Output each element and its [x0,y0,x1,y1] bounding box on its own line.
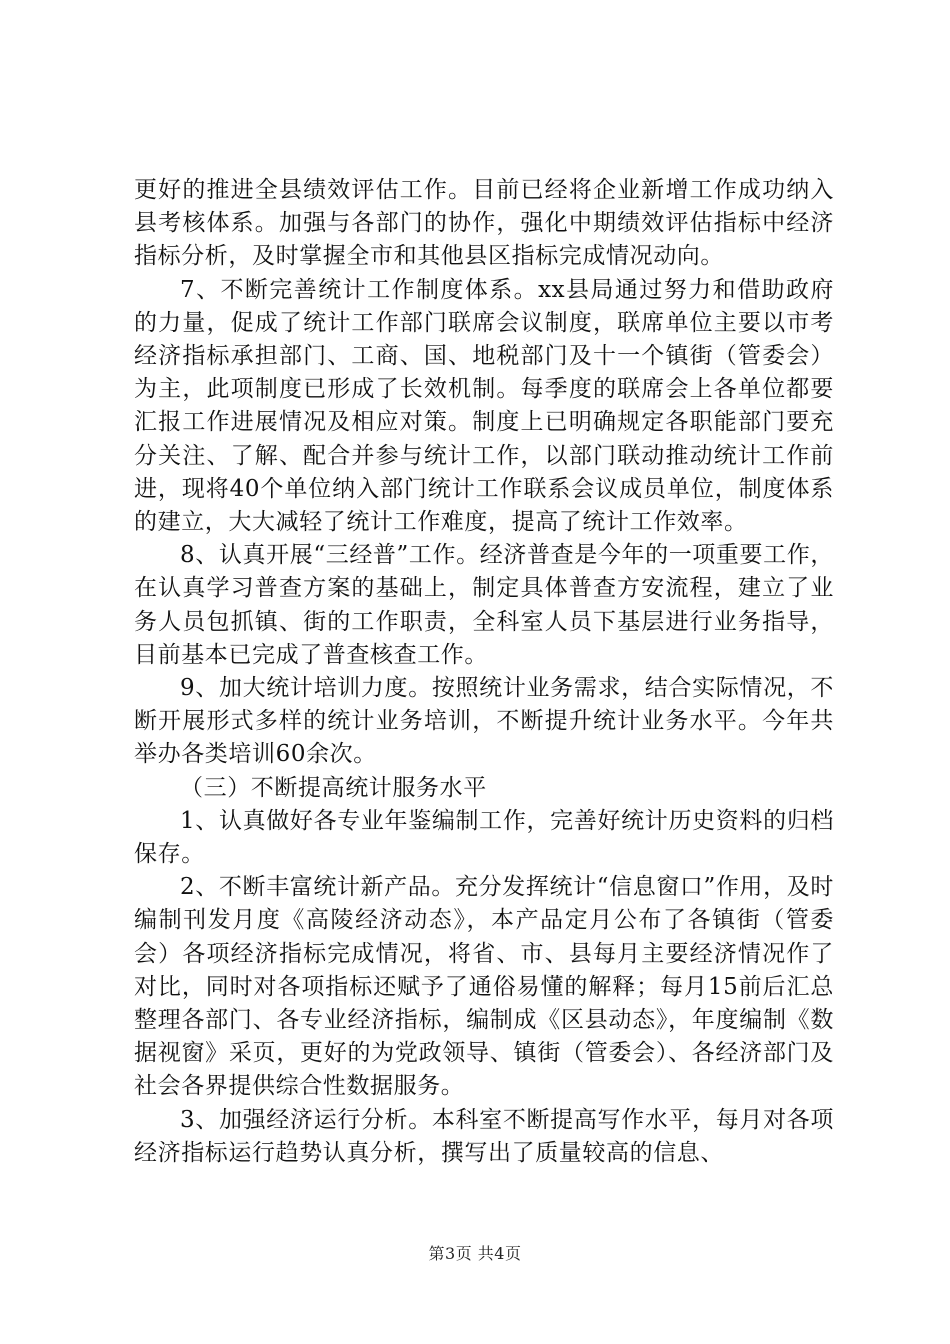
paragraph-item-2: 2、不断丰富统计新产品。充分发挥统计“信息窗口”作用，及时编制刊发月度《高陵经济动态》，本产品定月公布了各镇街（管委会）各项经济指标完成情况，将省、市、县每月主要经济情况作了对比，同时对各项指标还赋予了通俗易懂的解释；每月15前后汇总整理各部门、各专业经济指标，编制成《区县动态》，年度编制《数据视窗》采页，更好的为党政领导、镇街（管委会）、各经济部门及社会各界提供综合性数据服务。 [134,874,834,1100]
paragraph-continuation: 更好的推进全县绩效评估工作。目前已经将企业新增工作成功纳入县考核体系。加强与各部门的协作，强化中期绩效评估指标中经济指标分析，及时掌握全市和其他县区指标完成情况动向。 [134,177,834,270]
paragraph-item-1: 1、认真做好各专业年鉴编制工作，完善好统计历史资料的归档保存。 [134,807,834,868]
paragraph-item-7: 7、不断完善统计工作制度体系。xx县局通过努力和借助政府的力量，促成了统计工作部门联席会议制度，联席单位主要以市考经济指标承担部门、工商、国、地税部门及十一个镇街（管委会）为主，此项制度已形成了长效机制。每季度的联席会上各单位都要汇报工作进展情况及相应对策。制度上已明确规定各职能部门要充分关注、了解、配合并参与统计工作，以部门联动推动统计工作前进，现将40个单位纳入部门统计工作联系会议成员单位，制度体系的建立，大大减轻了统计工作难度，提高了统计工作效率。 [134,276,834,536]
document-body [134,174,834,1170]
page-number-footer: 第3页 共4页 [428,1244,522,1263]
paragraph-item-8: 8、认真开展“三经普”工作。经济普查是今年的一项重要工作，在认真学习普查方案的基础上，制定具体普查方安流程，建立了业务人员包抓镇、街的工作职责，全科室人员下基层进行业务指导，目前基本已完成了普查核查工作。 [134,542,834,668]
paragraph-item-3: 3、加强经济运行分析。本科室不断提高写作水平，每月对各项经济指标运行趋势认真分析，撰写出了质量较高的信息、 [134,1106,834,1166]
paragraph-item-9: 9、加大统计培训力度。按照统计业务需求，结合实际情况，不断开展形式多样的统计业务培训，不断提升统计业务水平。今年共举办各类培训60余次。 [134,675,834,768]
section-heading: （三）不断提高统计服务水平 [180,774,487,801]
